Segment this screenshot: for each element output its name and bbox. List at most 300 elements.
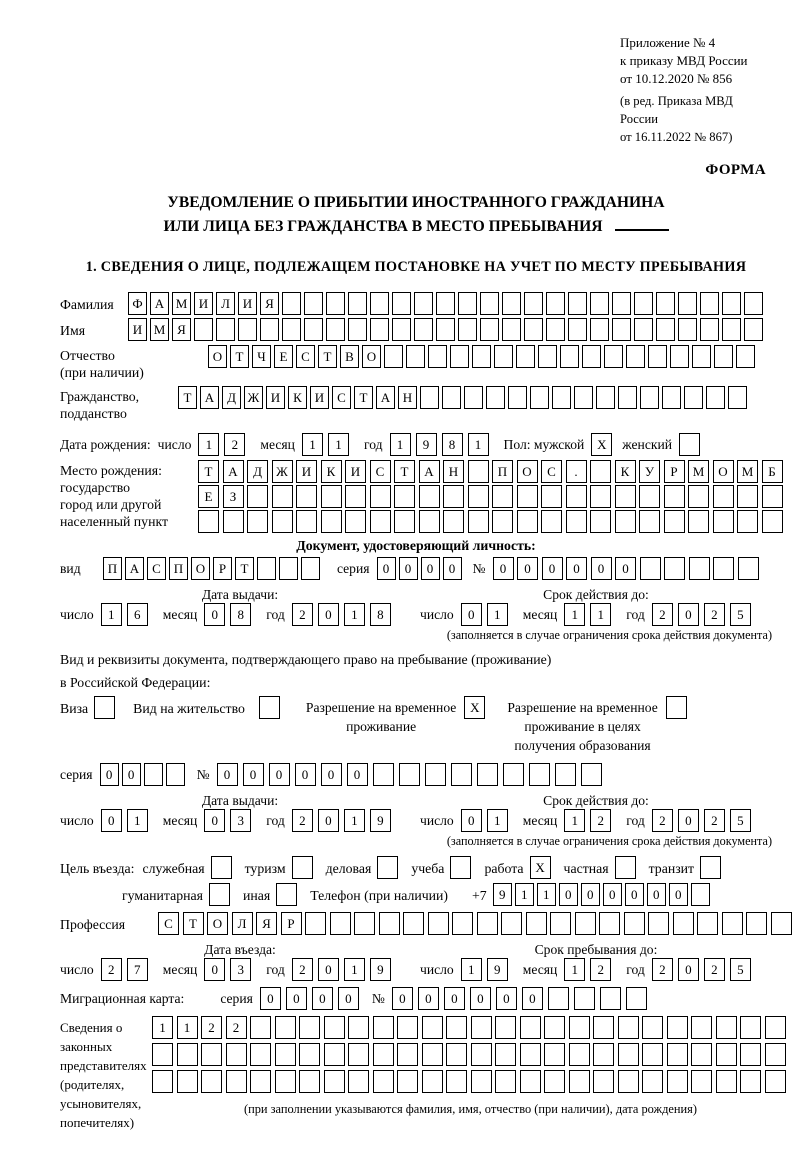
char-cell[interactable] (450, 345, 469, 368)
char-cell[interactable] (678, 292, 697, 315)
char-cell[interactable] (495, 1070, 516, 1093)
char-cell[interactable] (541, 510, 562, 533)
char-cell[interactable] (194, 318, 213, 341)
char-cell[interactable] (247, 510, 268, 533)
char-cell[interactable]: 1 (564, 603, 585, 626)
char-cell[interactable]: Н (398, 386, 417, 409)
char-cell[interactable] (305, 912, 326, 935)
char-cell[interactable] (566, 510, 587, 533)
char-cell[interactable] (516, 345, 535, 368)
char-cell[interactable]: Р (281, 912, 302, 935)
char-cell[interactable]: 0 (204, 958, 225, 981)
char-cell[interactable] (279, 557, 298, 580)
char-cell[interactable] (301, 557, 320, 580)
char-cell[interactable] (443, 510, 464, 533)
char-cell[interactable] (765, 1016, 786, 1039)
char-cell[interactable] (716, 1070, 737, 1093)
char-cell[interactable]: 2 (590, 809, 611, 832)
char-cell[interactable] (503, 763, 524, 786)
char-cell[interactable]: 2 (652, 809, 673, 832)
char-cell[interactable] (370, 292, 389, 315)
char-cell[interactable]: П (169, 557, 188, 580)
char-cell[interactable] (691, 883, 710, 906)
char-cell[interactable] (446, 1043, 467, 1066)
char-cell[interactable]: 2 (292, 958, 313, 981)
char-cell[interactable]: Т (394, 460, 415, 483)
char-cell[interactable]: О (191, 557, 210, 580)
char-cell[interactable]: 0 (566, 557, 587, 580)
char-cell[interactable] (370, 510, 391, 533)
char-cell[interactable] (697, 912, 718, 935)
char-cell[interactable]: Д (247, 460, 268, 483)
char-cell[interactable]: 0 (421, 557, 440, 580)
char-cell[interactable]: М (688, 460, 709, 483)
char-cell[interactable]: А (223, 460, 244, 483)
char-cell[interactable] (517, 485, 538, 508)
char-cell[interactable] (348, 292, 367, 315)
char-cell[interactable] (700, 856, 721, 879)
char-cell[interactable] (379, 912, 400, 935)
char-cell[interactable] (574, 386, 593, 409)
char-cell[interactable]: С (541, 460, 562, 483)
char-cell[interactable] (618, 1016, 639, 1039)
char-cell[interactable]: Р (664, 460, 685, 483)
char-cell[interactable] (642, 1070, 663, 1093)
char-cell[interactable]: И (345, 460, 366, 483)
char-cell[interactable] (468, 485, 489, 508)
char-cell[interactable] (275, 1070, 296, 1093)
char-cell[interactable] (492, 485, 513, 508)
char-cell[interactable]: 0 (243, 763, 264, 786)
char-cell[interactable] (599, 912, 620, 935)
char-cell[interactable] (737, 485, 758, 508)
char-cell[interactable] (446, 1070, 467, 1093)
char-cell[interactable] (762, 510, 783, 533)
char-cell[interactable] (716, 1016, 737, 1039)
char-cell[interactable]: Я (260, 292, 279, 315)
char-cell[interactable]: С (147, 557, 166, 580)
char-cell[interactable]: X (530, 856, 551, 879)
char-cell[interactable]: 9 (370, 958, 391, 981)
char-cell[interactable]: Я (256, 912, 277, 935)
char-cell[interactable]: Н (443, 460, 464, 483)
char-cell[interactable] (299, 1043, 320, 1066)
char-cell[interactable]: 0 (542, 557, 563, 580)
char-cell[interactable] (593, 1070, 614, 1093)
char-cell[interactable] (664, 557, 685, 580)
char-cell[interactable]: Е (274, 345, 293, 368)
char-cell[interactable]: 0 (522, 987, 543, 1010)
char-cell[interactable] (569, 1043, 590, 1066)
char-cell[interactable]: 0 (399, 557, 418, 580)
char-cell[interactable]: 0 (295, 763, 316, 786)
char-cell[interactable] (259, 696, 280, 719)
char-cell[interactable]: М (150, 318, 169, 341)
char-cell[interactable] (640, 557, 661, 580)
char-cell[interactable] (624, 912, 645, 935)
char-cell[interactable] (468, 510, 489, 533)
char-cell[interactable] (664, 485, 685, 508)
char-cell[interactable] (420, 386, 439, 409)
char-cell[interactable]: 1 (344, 958, 365, 981)
char-cell[interactable]: Ж (244, 386, 263, 409)
char-cell[interactable]: Р (213, 557, 232, 580)
char-cell[interactable] (529, 763, 550, 786)
char-cell[interactable] (471, 1070, 492, 1093)
char-cell[interactable]: 0 (392, 987, 413, 1010)
char-cell[interactable]: Е (198, 485, 219, 508)
char-cell[interactable] (226, 1070, 247, 1093)
char-cell[interactable] (494, 345, 513, 368)
char-cell[interactable] (520, 1070, 541, 1093)
char-cell[interactable] (348, 1070, 369, 1093)
char-cell[interactable] (615, 510, 636, 533)
char-cell[interactable] (526, 912, 547, 935)
char-cell[interactable] (738, 557, 759, 580)
char-cell[interactable]: К (288, 386, 307, 409)
char-cell[interactable]: О (207, 912, 228, 935)
char-cell[interactable]: 0 (444, 987, 465, 1010)
char-cell[interactable]: 5 (730, 958, 751, 981)
char-cell[interactable] (700, 318, 719, 341)
char-cell[interactable]: Т (354, 386, 373, 409)
char-cell[interactable] (656, 318, 675, 341)
char-cell[interactable]: Т (183, 912, 204, 935)
char-cell[interactable]: 5 (730, 809, 751, 832)
char-cell[interactable]: С (296, 345, 315, 368)
char-cell[interactable]: Л (216, 292, 235, 315)
char-cell[interactable] (275, 1043, 296, 1066)
char-cell[interactable] (296, 485, 317, 508)
char-cell[interactable] (593, 1043, 614, 1066)
char-cell[interactable] (373, 1043, 394, 1066)
char-cell[interactable]: С (332, 386, 351, 409)
char-cell[interactable] (348, 318, 367, 341)
char-cell[interactable]: О (362, 345, 381, 368)
char-cell[interactable] (714, 345, 733, 368)
char-cell[interactable] (282, 318, 301, 341)
char-cell[interactable] (575, 912, 596, 935)
char-cell[interactable] (321, 485, 342, 508)
char-cell[interactable]: 1 (515, 883, 534, 906)
char-cell[interactable] (569, 1070, 590, 1093)
char-cell[interactable] (345, 510, 366, 533)
char-cell[interactable]: 1 (152, 1016, 173, 1039)
char-cell[interactable] (223, 510, 244, 533)
char-cell[interactable]: Т (318, 345, 337, 368)
char-cell[interactable]: П (492, 460, 513, 483)
char-cell[interactable]: 1 (390, 433, 411, 456)
char-cell[interactable] (414, 292, 433, 315)
char-cell[interactable] (272, 510, 293, 533)
char-cell[interactable] (152, 1070, 173, 1093)
char-cell[interactable] (422, 1070, 443, 1093)
char-cell[interactable] (642, 1016, 663, 1039)
char-cell[interactable]: П (103, 557, 122, 580)
char-cell[interactable]: 0 (260, 987, 281, 1010)
char-cell[interactable]: 2 (652, 603, 673, 626)
char-cell[interactable] (226, 1043, 247, 1066)
char-cell[interactable] (648, 912, 669, 935)
char-cell[interactable]: 8 (230, 603, 251, 626)
char-cell[interactable] (667, 1016, 688, 1039)
char-cell[interactable] (590, 318, 609, 341)
char-cell[interactable]: 0 (217, 763, 238, 786)
char-cell[interactable] (201, 1070, 222, 1093)
char-cell[interactable] (648, 345, 667, 368)
char-cell[interactable]: 6 (127, 603, 148, 626)
char-cell[interactable]: 0 (321, 763, 342, 786)
char-cell[interactable] (520, 1016, 541, 1039)
char-cell[interactable]: 0 (517, 557, 538, 580)
char-cell[interactable]: С (370, 460, 391, 483)
char-cell[interactable] (713, 485, 734, 508)
char-cell[interactable] (166, 763, 185, 786)
char-cell[interactable]: 0 (678, 958, 699, 981)
char-cell[interactable] (144, 763, 163, 786)
char-cell[interactable]: 1 (198, 433, 219, 456)
char-cell[interactable] (451, 763, 472, 786)
char-cell[interactable]: 0 (470, 987, 491, 1010)
char-cell[interactable]: 0 (647, 883, 666, 906)
char-cell[interactable] (397, 1016, 418, 1039)
char-cell[interactable] (689, 557, 710, 580)
char-cell[interactable]: 0 (625, 883, 644, 906)
char-cell[interactable] (604, 345, 623, 368)
char-cell[interactable] (250, 1043, 271, 1066)
char-cell[interactable] (688, 485, 709, 508)
char-cell[interactable]: 1 (344, 809, 365, 832)
char-cell[interactable]: 2 (201, 1016, 222, 1039)
char-cell[interactable]: 0 (559, 883, 578, 906)
char-cell[interactable]: 0 (678, 809, 699, 832)
char-cell[interactable] (740, 1043, 761, 1066)
char-cell[interactable] (626, 987, 647, 1010)
char-cell[interactable]: 1 (344, 603, 365, 626)
char-cell[interactable]: К (615, 460, 636, 483)
char-cell[interactable] (299, 1070, 320, 1093)
char-cell[interactable]: З (223, 485, 244, 508)
char-cell[interactable] (520, 1043, 541, 1066)
char-cell[interactable] (324, 1043, 345, 1066)
char-cell[interactable] (744, 318, 763, 341)
char-cell[interactable] (538, 345, 557, 368)
char-cell[interactable] (590, 460, 611, 483)
char-cell[interactable]: 0 (100, 763, 119, 786)
char-cell[interactable] (471, 1016, 492, 1039)
char-cell[interactable]: 0 (418, 987, 439, 1010)
char-cell[interactable]: Ж (272, 460, 293, 483)
char-cell[interactable] (728, 386, 747, 409)
char-cell[interactable] (392, 292, 411, 315)
char-cell[interactable] (634, 292, 653, 315)
char-cell[interactable] (590, 485, 611, 508)
char-cell[interactable] (706, 386, 725, 409)
char-cell[interactable] (524, 318, 543, 341)
char-cell[interactable] (275, 1016, 296, 1039)
char-cell[interactable] (713, 557, 734, 580)
char-cell[interactable] (495, 1043, 516, 1066)
char-cell[interactable] (450, 856, 471, 879)
char-cell[interactable]: 0 (603, 883, 622, 906)
char-cell[interactable] (377, 856, 398, 879)
char-cell[interactable] (348, 1043, 369, 1066)
char-cell[interactable] (662, 386, 681, 409)
char-cell[interactable] (276, 883, 297, 906)
char-cell[interactable] (546, 292, 565, 315)
char-cell[interactable]: 0 (312, 987, 333, 1010)
char-cell[interactable] (397, 1070, 418, 1093)
char-cell[interactable] (736, 345, 755, 368)
char-cell[interactable]: В (340, 345, 359, 368)
char-cell[interactable] (436, 318, 455, 341)
char-cell[interactable]: 1 (487, 603, 508, 626)
char-cell[interactable] (590, 292, 609, 315)
char-cell[interactable] (640, 386, 659, 409)
char-cell[interactable]: 1 (101, 603, 122, 626)
char-cell[interactable]: Д (222, 386, 241, 409)
char-cell[interactable] (574, 987, 595, 1010)
char-cell[interactable] (642, 1043, 663, 1066)
char-cell[interactable] (428, 912, 449, 935)
char-cell[interactable]: 1 (127, 809, 148, 832)
char-cell[interactable]: 9 (493, 883, 512, 906)
char-cell[interactable] (541, 485, 562, 508)
char-cell[interactable]: 0 (347, 763, 368, 786)
char-cell[interactable] (568, 318, 587, 341)
char-cell[interactable] (406, 345, 425, 368)
char-cell[interactable] (615, 856, 636, 879)
char-cell[interactable]: 1 (468, 433, 489, 456)
char-cell[interactable] (502, 318, 521, 341)
char-cell[interactable] (394, 485, 415, 508)
char-cell[interactable]: О (713, 460, 734, 483)
char-cell[interactable]: 0 (581, 883, 600, 906)
char-cell[interactable] (713, 510, 734, 533)
char-cell[interactable] (452, 912, 473, 935)
char-cell[interactable] (544, 1016, 565, 1039)
char-cell[interactable]: 0 (461, 603, 482, 626)
char-cell[interactable]: 0 (204, 603, 225, 626)
char-cell[interactable] (260, 318, 279, 341)
char-cell[interactable] (544, 1070, 565, 1093)
char-cell[interactable]: 1 (487, 809, 508, 832)
char-cell[interactable] (517, 510, 538, 533)
char-cell[interactable] (656, 292, 675, 315)
char-cell[interactable]: И (296, 460, 317, 483)
char-cell[interactable]: 5 (730, 603, 751, 626)
char-cell[interactable]: 0 (493, 557, 514, 580)
char-cell[interactable] (615, 485, 636, 508)
char-cell[interactable]: А (150, 292, 169, 315)
char-cell[interactable] (546, 318, 565, 341)
char-cell[interactable] (425, 763, 446, 786)
char-cell[interactable] (508, 386, 527, 409)
char-cell[interactable] (678, 318, 697, 341)
char-cell[interactable]: 7 (127, 958, 148, 981)
char-cell[interactable] (679, 433, 700, 456)
char-cell[interactable]: 1 (461, 958, 482, 981)
char-cell[interactable] (530, 386, 549, 409)
char-cell[interactable] (765, 1043, 786, 1066)
char-cell[interactable]: 1 (302, 433, 323, 456)
char-cell[interactable]: 0 (377, 557, 396, 580)
char-cell[interactable] (458, 318, 477, 341)
char-cell[interactable] (304, 318, 323, 341)
char-cell[interactable]: 2 (224, 433, 245, 456)
char-cell[interactable] (201, 1043, 222, 1066)
char-cell[interactable] (618, 1043, 639, 1066)
char-cell[interactable] (419, 510, 440, 533)
char-cell[interactable] (612, 292, 631, 315)
char-cell[interactable] (692, 345, 711, 368)
char-cell[interactable]: И (194, 292, 213, 315)
char-cell[interactable]: 1 (564, 958, 585, 981)
char-cell[interactable] (486, 386, 505, 409)
char-cell[interactable] (384, 345, 403, 368)
char-cell[interactable]: 9 (416, 433, 437, 456)
char-cell[interactable]: 0 (443, 557, 462, 580)
char-cell[interactable]: 1 (328, 433, 349, 456)
char-cell[interactable]: 0 (318, 809, 339, 832)
char-cell[interactable] (464, 386, 483, 409)
char-cell[interactable] (94, 696, 115, 719)
char-cell[interactable] (250, 1016, 271, 1039)
char-cell[interactable]: Ч (252, 345, 271, 368)
char-cell[interactable] (419, 485, 440, 508)
char-cell[interactable] (394, 510, 415, 533)
char-cell[interactable] (639, 510, 660, 533)
char-cell[interactable]: С (158, 912, 179, 935)
char-cell[interactable] (370, 485, 391, 508)
char-cell[interactable]: 1 (537, 883, 556, 906)
char-cell[interactable]: 0 (286, 987, 307, 1010)
char-cell[interactable] (472, 345, 491, 368)
char-cell[interactable]: О (208, 345, 227, 368)
char-cell[interactable] (442, 386, 461, 409)
char-cell[interactable]: Т (230, 345, 249, 368)
char-cell[interactable] (299, 1016, 320, 1039)
char-cell[interactable]: Я (172, 318, 191, 341)
char-cell[interactable] (370, 318, 389, 341)
char-cell[interactable] (480, 318, 499, 341)
char-cell[interactable]: 3 (230, 958, 251, 981)
char-cell[interactable] (422, 1016, 443, 1039)
char-cell[interactable] (216, 318, 235, 341)
char-cell[interactable] (304, 292, 323, 315)
char-cell[interactable] (177, 1070, 198, 1093)
char-cell[interactable]: 9 (487, 958, 508, 981)
char-cell[interactable]: 0 (669, 883, 688, 906)
char-cell[interactable]: 0 (678, 603, 699, 626)
char-cell[interactable] (596, 386, 615, 409)
char-cell[interactable]: Т (235, 557, 254, 580)
char-cell[interactable] (502, 292, 521, 315)
char-cell[interactable]: X (591, 433, 612, 456)
char-cell[interactable] (716, 1043, 737, 1066)
char-cell[interactable]: X (464, 696, 485, 719)
char-cell[interactable]: А (200, 386, 219, 409)
char-cell[interactable] (373, 1016, 394, 1039)
char-cell[interactable] (272, 485, 293, 508)
char-cell[interactable] (324, 1016, 345, 1039)
char-cell[interactable]: И (128, 318, 147, 341)
char-cell[interactable] (691, 1016, 712, 1039)
char-cell[interactable]: Б (762, 460, 783, 483)
char-cell[interactable] (746, 912, 767, 935)
char-cell[interactable] (618, 1070, 639, 1093)
char-cell[interactable] (667, 1070, 688, 1093)
